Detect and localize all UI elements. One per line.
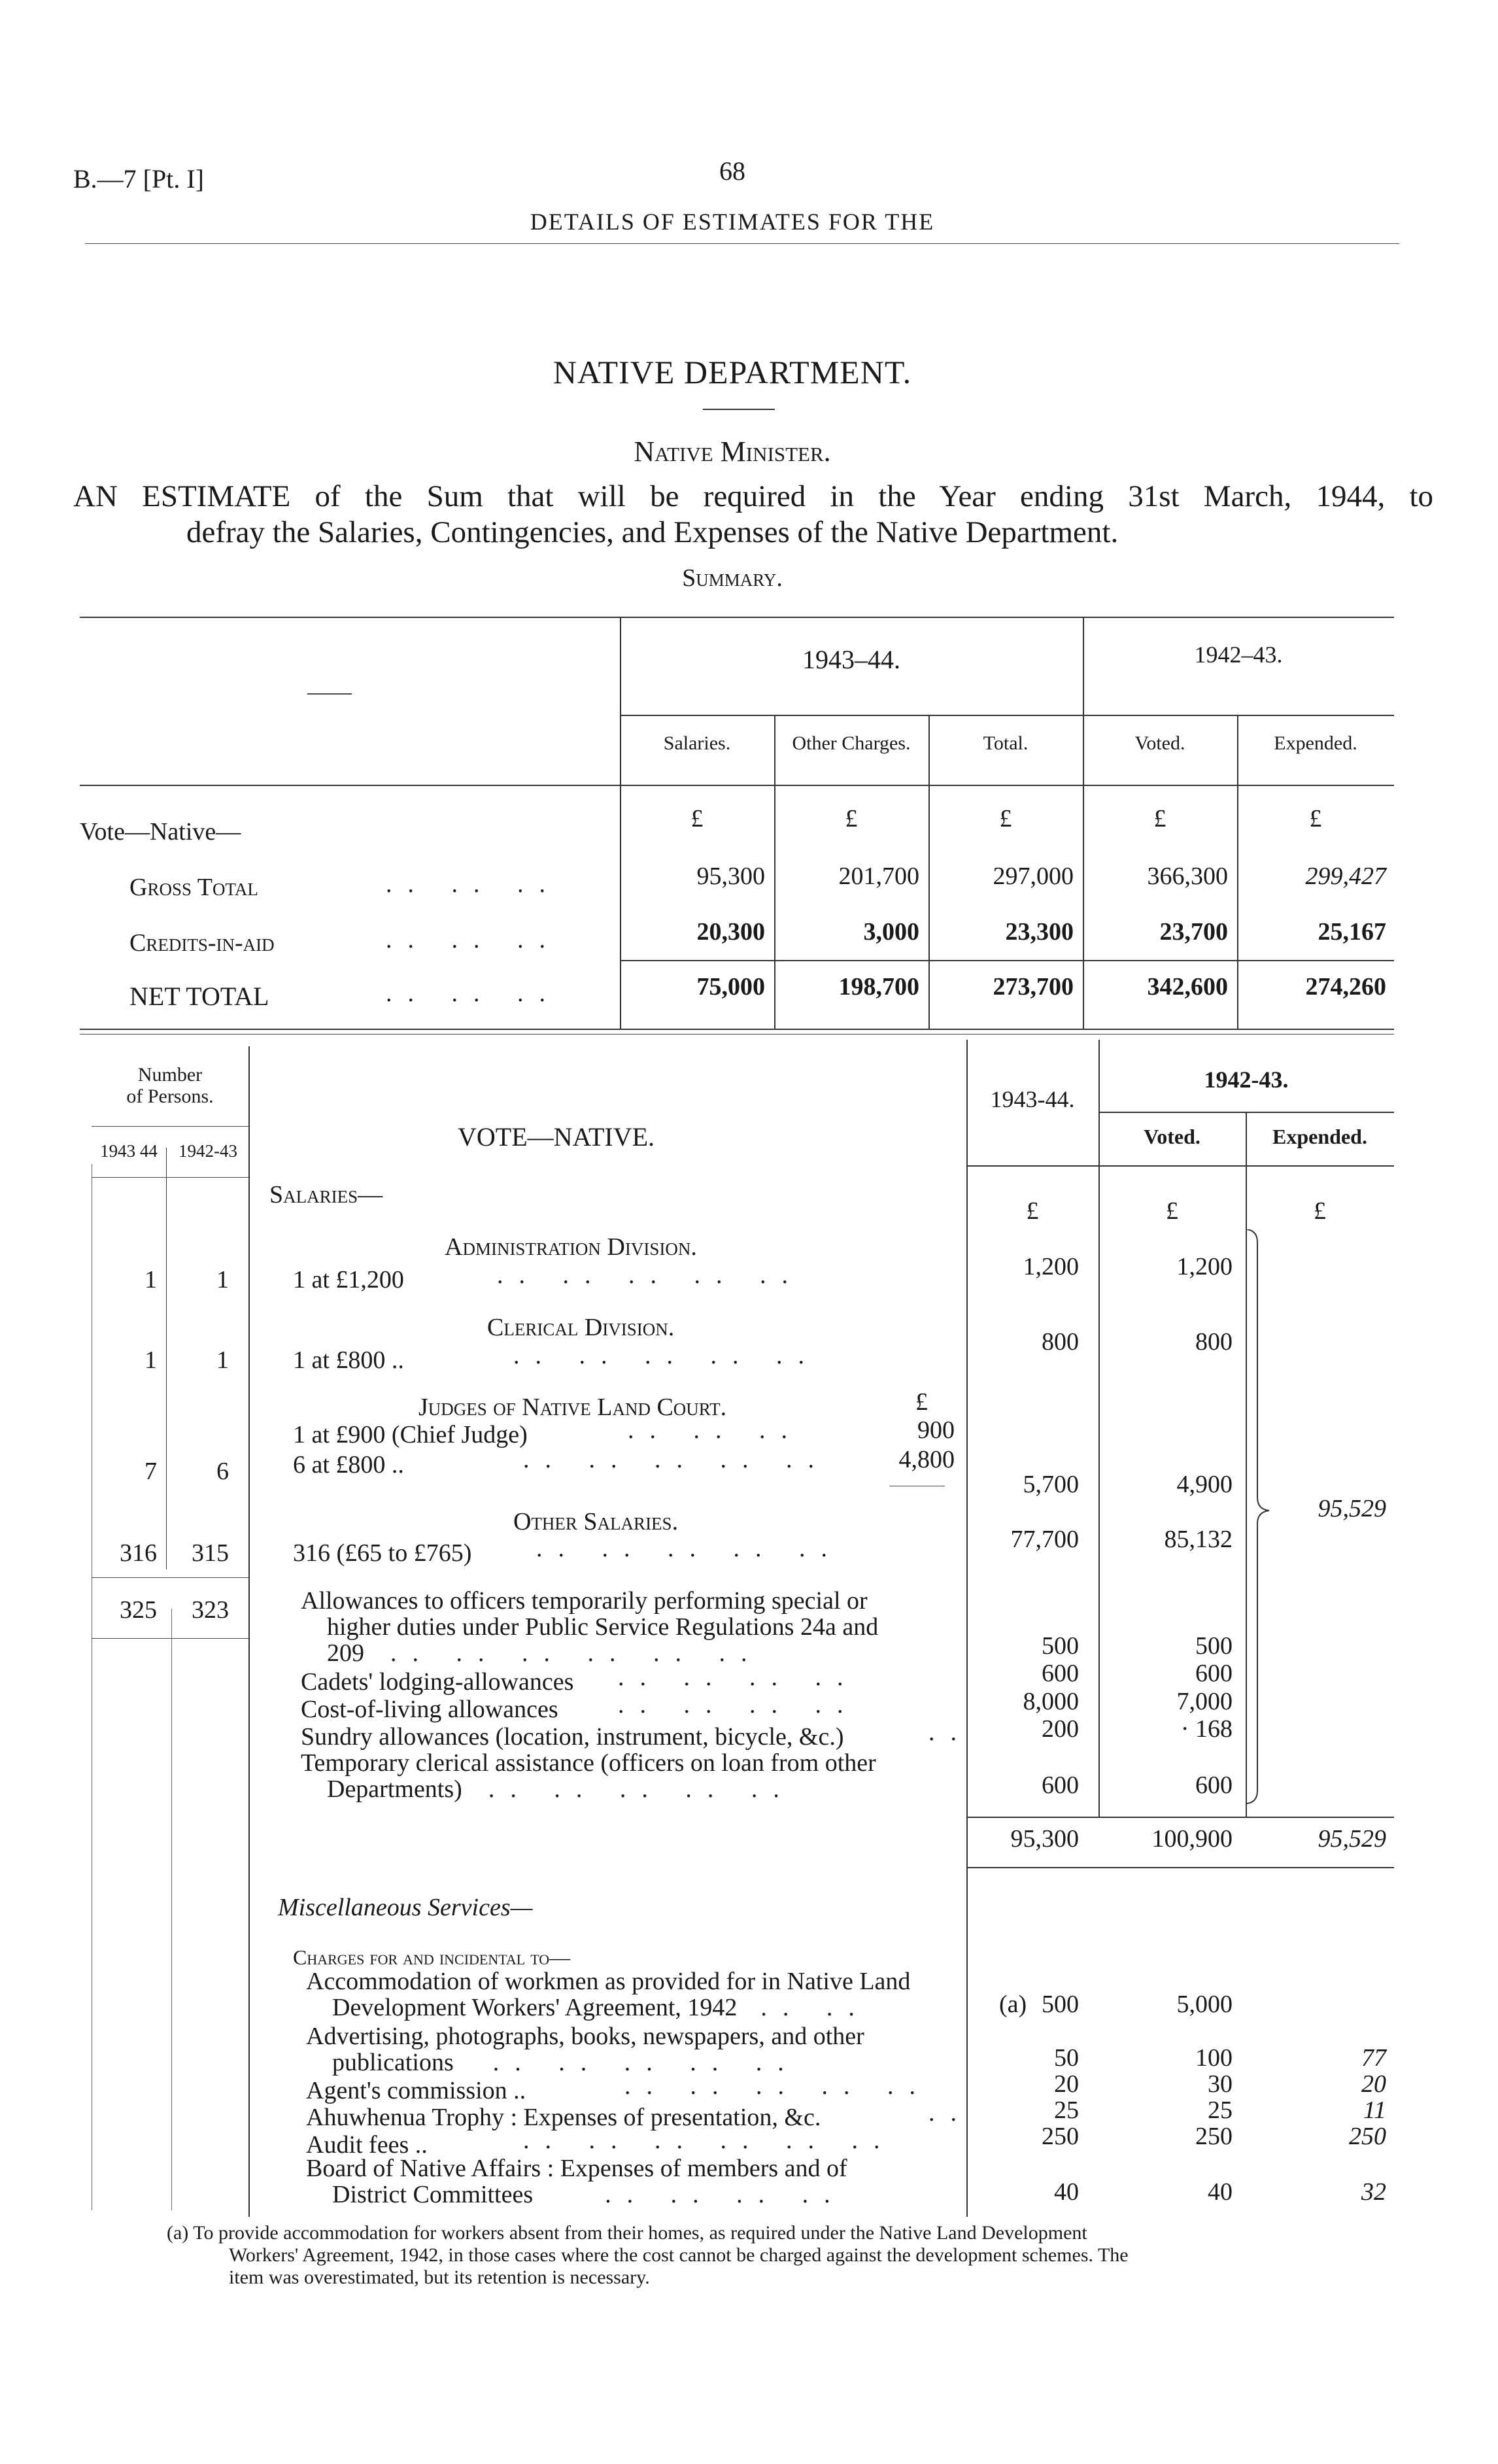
net-salaries: 75,000 <box>696 973 765 1001</box>
allowance-cadets: Cadets' lodging-allowances <box>301 1668 574 1696</box>
allowance-cadets-b: 600 <box>1195 1660 1233 1687</box>
col-salaries: Salaries. <box>663 732 731 754</box>
allowance-officers-b: 500 <box>1195 1632 1233 1660</box>
currency-symbol: £ <box>690 805 704 832</box>
judges-amount-b: 4,900 <box>1176 1471 1233 1498</box>
vote-native-label: Vote—Native— <box>80 818 241 846</box>
misc-audit: Audit fees .. <box>306 2131 428 2159</box>
summary-stub-dash: —— <box>307 680 352 704</box>
leader-dots: .. .. .. .. .. <box>497 1261 804 1289</box>
allowance-sundry: Sundry allowances (location, instrument, bicycle, &c.) <box>301 1723 844 1751</box>
misc-ahuwhenua-c: 11 <box>1363 2096 1386 2124</box>
allowance-officers-a: 500 <box>1042 1632 1079 1660</box>
clerical-text: 1 at £800 .. <box>293 1346 404 1374</box>
misc-agent-a: 20 <box>1054 2070 1079 2098</box>
currency-symbol: £ <box>1309 805 1322 832</box>
admin-amount-a: 1,200 <box>1023 1253 1079 1280</box>
detail-col-voted: Voted. <box>1144 1125 1200 1148</box>
leader-dots: .. <box>928 2099 972 2127</box>
persons-label-1: Number <box>137 1064 203 1086</box>
salaries-total-b: 100,900 <box>1151 1825 1233 1853</box>
leader-dots: .. .. .. .. .. <box>523 1446 830 1473</box>
text-line: Departments) <box>327 1775 462 1803</box>
net-other: 198,700 <box>838 973 919 1001</box>
persons-year-a: 1943 44 <box>100 1141 158 1161</box>
allowance-cadets-a: 600 <box>1042 1660 1079 1687</box>
currency-symbol: £ <box>1314 1197 1326 1225</box>
net-total-label: NET TOTAL <box>129 982 269 1011</box>
credits-salaries: 20,300 <box>696 918 765 946</box>
text-line: publications <box>332 2049 454 2076</box>
leader-dots: .. <box>928 1719 972 1746</box>
misc-board-a: 40 <box>1054 2178 1079 2206</box>
leader-dots: .. .. .. .. .. <box>624 2072 931 2100</box>
leader-dots: .. .. .. .. .. .. <box>523 2127 896 2154</box>
leader-dots: .. .. .. <box>386 980 561 1007</box>
leader-dots: .. .. .. <box>386 926 561 953</box>
misc-audit-c: 250 <box>1349 2123 1386 2150</box>
gross-voted: 366,300 <box>1147 863 1228 890</box>
page-number: 68 <box>719 156 745 186</box>
misc-ahuwhenua: Ahuwhenua Trophy : Expenses of presentation, &c. <box>306 2104 821 2131</box>
currency-symbol: £ <box>1166 1197 1178 1225</box>
running-title: DETAILS OF ESTIMATES FOR THE <box>530 209 935 235</box>
col-expended: Expended. <box>1274 732 1357 754</box>
judges-currency: £ <box>915 1388 928 1416</box>
footnote-line <box>167 2222 1396 2244</box>
leader-dots: .. .. .. .. <box>618 1691 859 1719</box>
leader-dots: .. .. .. .. .. <box>536 1535 843 1562</box>
summary-head-rule <box>80 785 1394 786</box>
gross-total: 297,000 <box>993 863 1074 890</box>
estimate-line-2: defray the Salaries, Contingencies, and Expenses of the Native Department. <box>186 515 1119 549</box>
persons-vrule-right <box>171 1609 172 2210</box>
page-ref: B.—7 [Pt. I] <box>73 164 204 194</box>
detail-head-rule <box>966 1165 1394 1167</box>
persons-label-2: of Persons. <box>126 1086 214 1107</box>
persons-total-rule-2 <box>92 1638 248 1639</box>
persons-total-rule <box>92 1577 248 1578</box>
footnote-text: To provide accommodation for workers absent from their homes, as required under the Native Land Development <box>193 2222 1087 2244</box>
header-rule <box>85 243 1399 244</box>
col-other-charges: Other Charges. <box>792 732 911 754</box>
minister-heading: Native Minister. <box>634 436 831 468</box>
credits-in-aid-label: Credits-in-aid <box>129 929 275 957</box>
net-expended: 274,260 <box>1305 973 1386 1001</box>
currency-symbol: £ <box>1026 1197 1039 1225</box>
summary-subhead-rule <box>620 715 1394 716</box>
department-title: NATIVE DEPARTMENT. <box>553 354 912 390</box>
net-voted: 342,600 <box>1147 973 1228 1001</box>
col-total: Total. <box>983 732 1029 754</box>
misc-advertising <box>306 2023 966 2076</box>
text-line: District Committees .. .. .. .. <box>332 2181 846 2208</box>
text-line: publications .. .. .. .. .. <box>332 2049 800 2076</box>
judges-line-1-amount: 900 <box>917 1416 955 1444</box>
text-line: Development Workers' Agreement, 1942 .. .. <box>332 1994 870 2021</box>
allowance-col-b: 7,000 <box>1176 1688 1233 1715</box>
text-line: District Committees <box>332 2181 534 2208</box>
misc-heading: Miscellaneous Services— <box>278 1894 533 1921</box>
gross-expended: 299,427 <box>1305 863 1386 890</box>
clerical-persons-a: 1 <box>145 1346 157 1374</box>
gross-total-label: Gross Total <box>129 874 258 901</box>
text-line: Board of Native Affairs : Expenses of members and of <box>306 2155 847 2182</box>
detail-year-a: 1943-44. <box>990 1086 1075 1112</box>
salaries-total-a: 95,300 <box>1010 1825 1079 1853</box>
leader-dots: .. .. .. .. .. <box>513 1342 820 1369</box>
footnote <box>167 2222 1396 2289</box>
judges-persons-b: 6 <box>216 1458 229 1485</box>
admin-persons-b: 1 <box>216 1266 229 1293</box>
footnote-line: item was overestimated, but its retention is necessary. <box>229 2267 650 2288</box>
credits-expended: 25,167 <box>1318 918 1386 946</box>
admin-amount-b: 1,200 <box>1176 1253 1233 1280</box>
text-line: Temporary clerical assistance (officers on loan from other <box>301 1749 876 1777</box>
other-persons-b: 315 <box>192 1539 229 1567</box>
misc-board-b: 40 <box>1208 2178 1233 2206</box>
misc-advertising-a: 50 <box>1054 2044 1079 2072</box>
charges-heading: Charges for and incidental to— <box>293 1945 571 1969</box>
net-total: 273,700 <box>993 973 1074 1001</box>
misc-accommodation-a: 500 <box>1042 1991 1079 2018</box>
judges-line-1: 1 at £900 (Chief Judge) <box>293 1421 528 1448</box>
admin-heading: Administration Division. <box>445 1233 697 1261</box>
allowance-temp-a: 600 <box>1042 1771 1079 1799</box>
misc-board-c: 32 <box>1361 2178 1386 2206</box>
summary-net-rule <box>620 960 1394 961</box>
judges-persons-a: 7 <box>145 1458 157 1485</box>
detail-year-b: 1942-43. <box>1204 1067 1289 1093</box>
currency-symbol: £ <box>845 805 858 832</box>
leader-dots: .. .. .. <box>386 870 561 898</box>
misc-agent-c: 20 <box>1361 2070 1386 2098</box>
text-line: higher duties under Public Service Regulations 24a and <box>327 1613 879 1641</box>
persons-year-b: 1942-43 <box>179 1141 237 1161</box>
text-line: 209 <box>327 1639 364 1667</box>
title-rule <box>703 409 775 410</box>
detail-vrule <box>248 1046 250 2217</box>
other-persons-a: 316 <box>120 1539 157 1567</box>
persons-head-rule <box>92 1177 248 1178</box>
summary-top-rule <box>80 617 1394 618</box>
allowance-col-a: 8,000 <box>1023 1688 1079 1715</box>
summary-bottom-rule <box>80 1029 1394 1030</box>
persons-total-b: 323 <box>192 1596 229 1624</box>
judges-line-2-amount: 4,800 <box>898 1446 955 1473</box>
misc-audit-a: 250 <box>1042 2123 1079 2150</box>
misc-audit-b: 250 <box>1195 2123 1233 2150</box>
text-line: 209 .. .. .. .. .. .. <box>327 1639 763 1667</box>
text-line: Accommodation of workmen as provided for in Native Land <box>306 1968 911 1995</box>
credits-total: 23,300 <box>1005 918 1074 946</box>
summary-heading: Summary. <box>682 564 783 592</box>
text-line: Departments) .. .. .. .. .. <box>327 1775 795 1803</box>
misc-agent: Agent's commission .. <box>306 2077 526 2104</box>
admin-text: 1 at £1,200 <box>293 1266 404 1293</box>
misc-agent-b: 30 <box>1208 2070 1233 2098</box>
footnote-line: Workers' Agreement, 1942, in those cases where the cost cannot be charged against the development schemes. The <box>229 2244 1129 2266</box>
other-salaries-heading: Other Salaries. <box>513 1508 679 1535</box>
misc-accommodation-b: 5,000 <box>1176 1991 1233 2018</box>
footnote-marker: (a) <box>167 2222 189 2244</box>
expended-bracket-value: 95,529 <box>1318 1495 1386 1522</box>
vote-native-title: VOTE—NATIVE. <box>458 1122 655 1152</box>
misc-accommodation <box>306 1968 966 2021</box>
salaries-total-c: 95,529 <box>1318 1825 1386 1853</box>
summary-year-a: 1943–44. <box>802 645 900 674</box>
misc-ahuwhenua-b: 25 <box>1208 2096 1233 2124</box>
text-line: Advertising, photographs, books, newspapers, and other <box>306 2023 864 2050</box>
allowance-temp-clerical <box>301 1750 961 1802</box>
text-line: Allowances to officers temporarily performing special or <box>301 1587 868 1615</box>
judges-heading: Judges of Native Land Court. <box>418 1394 727 1421</box>
other-salaries-text: 316 (£65 to £765) <box>293 1539 472 1567</box>
currency-symbol: £ <box>999 805 1012 832</box>
allowance-temp-b: 600 <box>1195 1771 1233 1799</box>
allowance-cost-of-living: Cost-of-living allowances <box>301 1696 558 1723</box>
gross-other: 201,700 <box>838 863 919 890</box>
judges-amount-a: 5,700 <box>1023 1471 1079 1498</box>
salaries-total-rule <box>966 1817 1394 1818</box>
other-amount-b: 85,132 <box>1164 1526 1233 1553</box>
misc-advertising-b: 100 <box>1195 2044 1233 2072</box>
estimate-line-1: AN ESTIMATE of the Sum that will be required in the Year ending 31st March, 1944, to <box>73 479 1433 513</box>
judges-line-2: 6 at £800 .. <box>293 1451 404 1479</box>
salaries-total-rule-2 <box>966 1867 1394 1868</box>
leader-dots: .. .. .. <box>628 1416 803 1444</box>
persons-vrule <box>166 1148 167 1569</box>
credits-other: 3,000 <box>863 918 919 946</box>
currency-symbol: £ <box>1153 805 1166 832</box>
clerical-amount-a: 800 <box>1042 1328 1079 1356</box>
clerical-persons-b: 1 <box>216 1346 229 1374</box>
leader-dots: .. .. .. .. <box>618 1664 859 1691</box>
misc-accommodation-note: (a) <box>999 1991 1027 2018</box>
salaries-heading: Salaries— <box>269 1181 383 1208</box>
allowance-sundry-a: 200 <box>1042 1715 1079 1743</box>
misc-ahuwhenua-a: 25 <box>1054 2096 1079 2124</box>
detail-col-expended: Expended. <box>1272 1125 1367 1148</box>
detail-year-rule <box>1098 1112 1394 1113</box>
credits-voted: 23,700 <box>1159 918 1228 946</box>
misc-board <box>306 2155 966 2208</box>
col-voted: Voted. <box>1134 732 1185 754</box>
persons-rule <box>92 1126 248 1127</box>
admin-persons-a: 1 <box>145 1266 157 1293</box>
misc-advertising-c: 77 <box>1361 2044 1386 2072</box>
summary-bottom-rule-2 <box>80 1034 1394 1035</box>
clerical-heading: Clerical Division. <box>487 1314 675 1341</box>
allowance-officers <box>301 1588 961 1666</box>
clerical-amount-b: 800 <box>1195 1328 1233 1356</box>
allowance-sundry-b: · 168 <box>1180 1715 1233 1743</box>
persons-total-a: 325 <box>120 1596 157 1624</box>
summary-year-b: 1942–43. <box>1194 642 1283 668</box>
text-line: Development Workers' Agreement, 1942 <box>332 1994 738 2021</box>
gross-salaries: 95,300 <box>696 863 765 890</box>
other-amount-a: 77,700 <box>1010 1526 1079 1553</box>
